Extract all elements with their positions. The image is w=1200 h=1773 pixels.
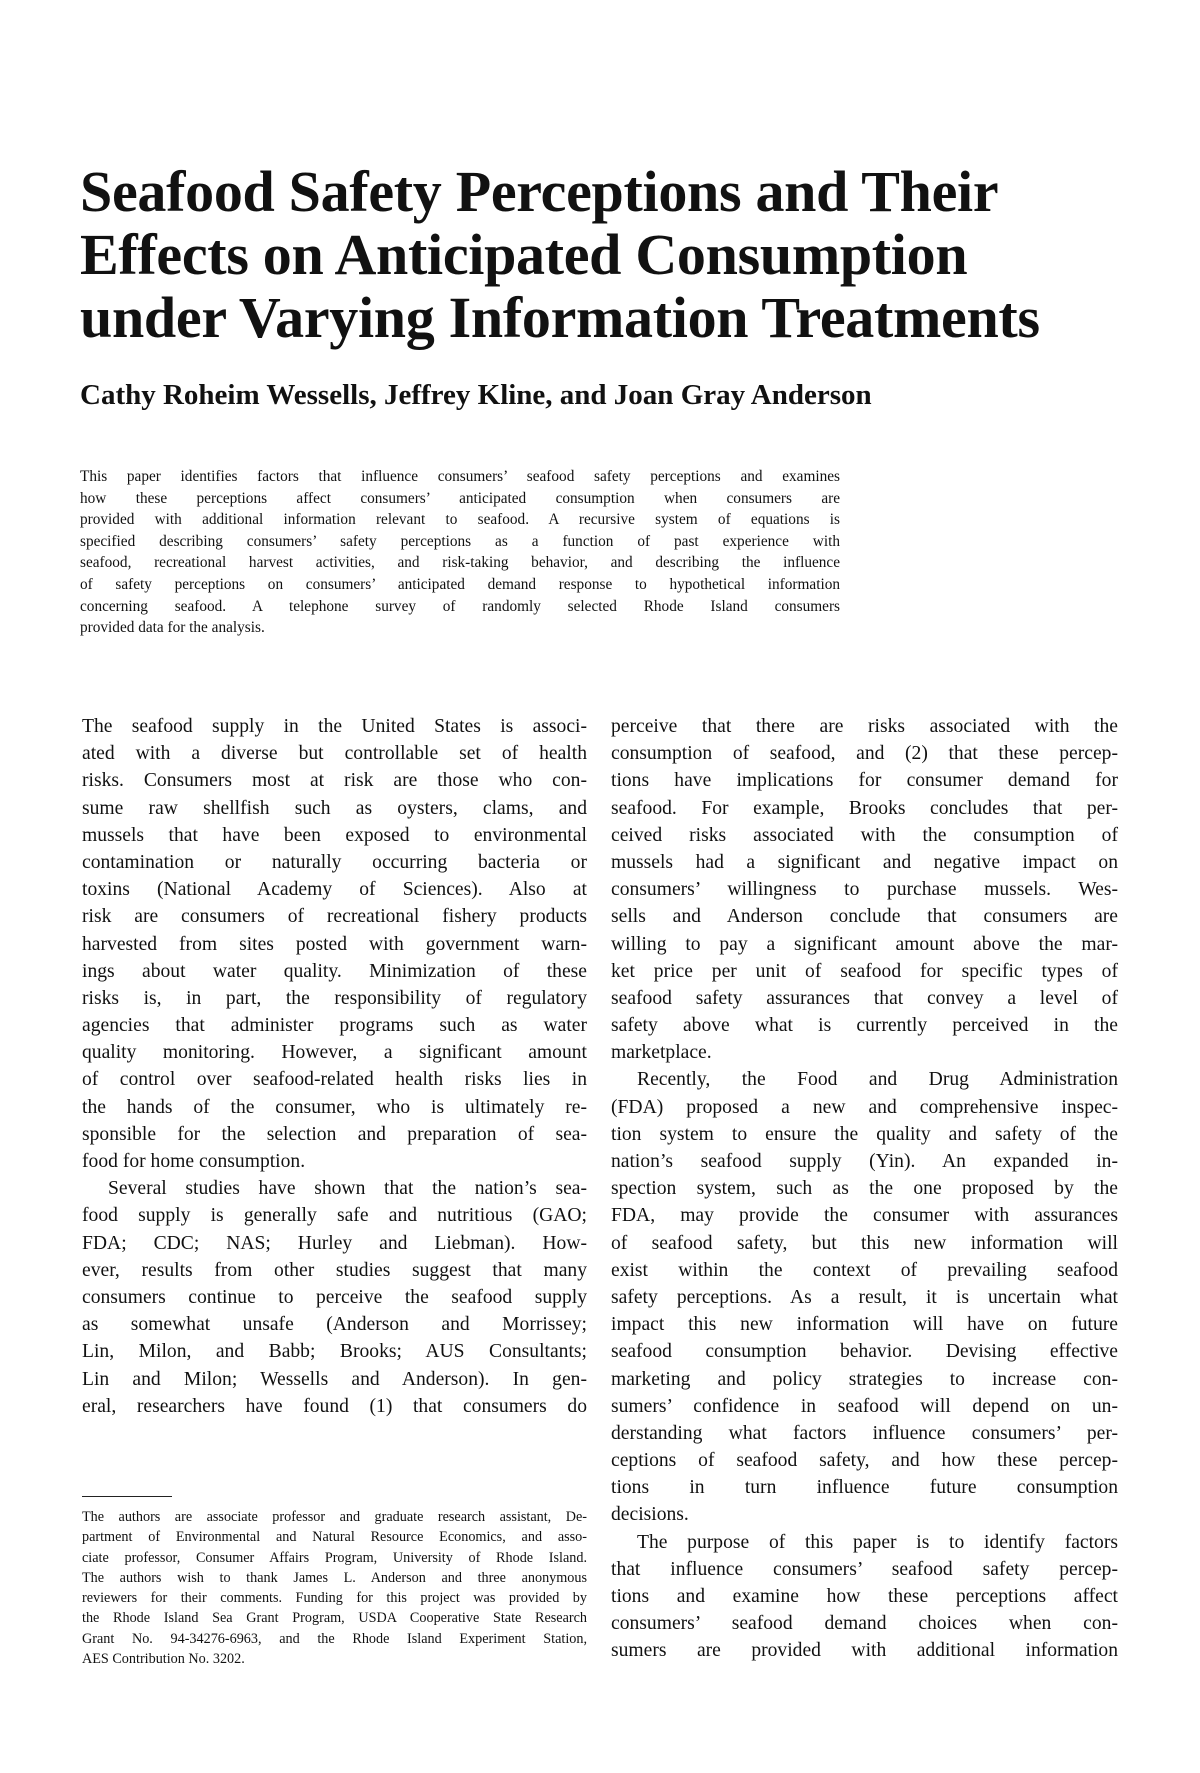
body-line: consumers continue to perceive the seafood supply [82, 1286, 587, 1308]
abstract-line: provided data for the analysis. [80, 619, 265, 637]
author-list: Cathy Roheim Wessells, Jeffrey Kline, and Joan Gray Anderson [80, 379, 872, 411]
body-line: of seafood safety, but this new information will [611, 1232, 1118, 1254]
body-column-left [82, 713, 587, 1420]
footnote-divider [82, 1496, 172, 1497]
body-line: sponsible for the selection and preparation of sea- [82, 1123, 587, 1145]
body-line: seafood. For example, Brooks concludes that per- [611, 797, 1118, 819]
body-line: quality monitoring. However, a significant amount [82, 1042, 587, 1064]
body-line: safety above what is currently perceived in the [611, 1015, 1118, 1037]
body-line: of control over seafood-related health risks lies in [82, 1069, 587, 1091]
abstract-line: seafood, recreational harvest activities, and risk-taking behavior, and describing the influence [80, 554, 840, 572]
body-line: Lin and Milon; Wessells and Anderson). In gen- [82, 1368, 587, 1390]
body-line: Recently, the Food and Drug Administration [637, 1069, 1118, 1091]
abstract-line: This paper identifies factors that influence consumers’ seafood safety perceptions and examines [80, 468, 840, 485]
body-line: food supply is generally safe and nutritious (GAO; [82, 1205, 587, 1227]
body-line: risks. Consumers most at risk are those who con- [82, 770, 587, 792]
body-line: eral, researchers have found (1) that consumers do [82, 1395, 587, 1417]
footnote-line: AES Contribution No. 3202. [82, 1651, 245, 1668]
paper-title [80, 160, 1140, 349]
footnote-line: the Rhode Island Sea Grant Program, USDA Cooperative State Research [82, 1610, 587, 1627]
body-line: The purpose of this paper is to identify factors [637, 1531, 1118, 1553]
body-line: ceived risks associated with the consumption of [611, 824, 1118, 846]
body-line: sells and Anderson conclude that consumers are [611, 906, 1118, 928]
body-line: Several studies have shown that the nation’s sea- [108, 1178, 587, 1200]
body-line: nation’s seafood supply (Yin). An expanded in- [611, 1151, 1118, 1172]
body-line: seafood safety assurances that convey a level of [611, 987, 1118, 1009]
body-column-right [611, 713, 1118, 1665]
body-line: ceptions of seafood safety, and how these percep- [611, 1450, 1118, 1472]
body-line: Lin, Milon, and Babb; Brooks; AUS Consultants; [82, 1341, 587, 1363]
body-line: marketing and policy strategies to increase con- [611, 1368, 1118, 1390]
footnote-line: ciate professor, Consumer Affairs Program, University of Rhode Island. [82, 1549, 587, 1566]
title-line: under Varying Information Treatments [80, 285, 1040, 350]
abstract-line: of safety perceptions on consumers’ anticipated demand response to hypothetical information [80, 575, 840, 593]
footnote-line: The authors are associate professor and graduate research assistant, De- [82, 1509, 587, 1525]
body-line: impact this new information will have on future [611, 1314, 1118, 1336]
footnote-line: Grant No. 94-34276-6963, and the Rhode Island Experiment Station, [82, 1630, 587, 1647]
body-line: spection system, such as the one proposed by the [611, 1178, 1118, 1200]
body-line: consumers’ willingness to purchase mussels. Wes- [611, 879, 1118, 901]
abstract-line: provided with additional information relevant to seafood. A recursive system of equations is [80, 511, 840, 529]
body-line: that influence consumers’ seafood safety percep- [611, 1558, 1118, 1580]
abstract-line: how these perceptions affect consumers’ anticipated consumption when consumers are [80, 489, 840, 507]
body-line: food for home consumption. [82, 1151, 306, 1172]
body-line: risks is, in part, the responsibility of regulatory [82, 987, 587, 1009]
body-line: consumers’ seafood demand choices when con- [611, 1613, 1118, 1635]
body-line: willing to pay a significant amount above the mar- [611, 933, 1118, 955]
body-line: tion system to ensure the quality and safety of the [611, 1123, 1118, 1145]
body-line: perceive that there are risks associated with the [611, 716, 1118, 737]
author-footnote [82, 1507, 587, 1669]
body-line: safety perceptions. As a result, it is uncertain what [611, 1286, 1118, 1308]
body-line: tions in turn influence future consumption [611, 1477, 1118, 1499]
body-line: toxins (National Academy of Sciences). Also at [82, 879, 587, 901]
body-line: seafood consumption behavior. Devising effective [611, 1341, 1118, 1363]
body-line: harvested from sites posted with government warn- [82, 933, 587, 955]
abstract-line: specified describing consumers’ safety perceptions as a function of past experience with [80, 532, 840, 550]
body-line: agencies that administer programs such as water [82, 1015, 587, 1037]
body-line: mussels had a significant and negative impact on [611, 851, 1118, 873]
body-line: The seafood supply in the United States is associ- [82, 716, 587, 737]
body-line: FDA; CDC; NAS; Hurley and Liebman). How- [82, 1232, 587, 1254]
body-line: ket price per unit of seafood for specific types of [611, 960, 1118, 982]
body-line: (FDA) proposed a new and comprehensive inspec- [611, 1096, 1118, 1118]
body-line: derstanding what factors influence consumers’ per- [611, 1422, 1118, 1444]
body-line: decisions. [611, 1504, 689, 1526]
body-line: ated with a diverse but controllable set of health [82, 743, 587, 765]
body-line: FDA, may provide the consumer with assurances [611, 1205, 1118, 1227]
body-line: ings about water quality. Minimization of these [82, 960, 587, 982]
body-line: the hands of the consumer, who is ultimately re- [82, 1096, 587, 1118]
body-line: sumers’ confidence in seafood will depend on un- [611, 1395, 1118, 1417]
footnote-line: The authors wish to thank James L. Anderson and three anonymous [82, 1569, 587, 1586]
body-line: mussels that have been exposed to environmental [82, 824, 587, 846]
title-line: Effects on Anticipated Consumption [80, 222, 968, 287]
body-line: marketplace. [611, 1042, 712, 1064]
abstract-line: concerning seafood. A telephone survey of randomly selected Rhode Island consumers [80, 597, 840, 615]
body-line: tions have implications for consumer demand for [611, 770, 1118, 792]
footnote-line: partment of Environmental and Natural Resource Economics, and asso- [82, 1529, 587, 1546]
body-line: sumers are provided with additional information [611, 1640, 1118, 1662]
body-line: as somewhat unsafe (Anderson and Morrissey; [82, 1314, 587, 1336]
body-line: ever, results from other studies suggest that many [82, 1259, 587, 1281]
title-line: Seafood Safety Perceptions and Their [80, 159, 999, 224]
body-line: contamination or naturally occurring bacteria or [82, 851, 587, 873]
body-line: sume raw shellfish such as oysters, clams, and [82, 797, 587, 819]
body-line: exist within the context of prevailing seafood [611, 1259, 1118, 1281]
body-line: consumption of seafood, and (2) that these percep- [611, 743, 1118, 765]
footnote-line: reviewers for their comments. Funding for this project was provided by [82, 1590, 587, 1607]
body-line: tions and examine how these perceptions affect [611, 1586, 1118, 1607]
body-line: risk are consumers of recreational fishery products [82, 906, 587, 928]
abstract [80, 466, 840, 639]
